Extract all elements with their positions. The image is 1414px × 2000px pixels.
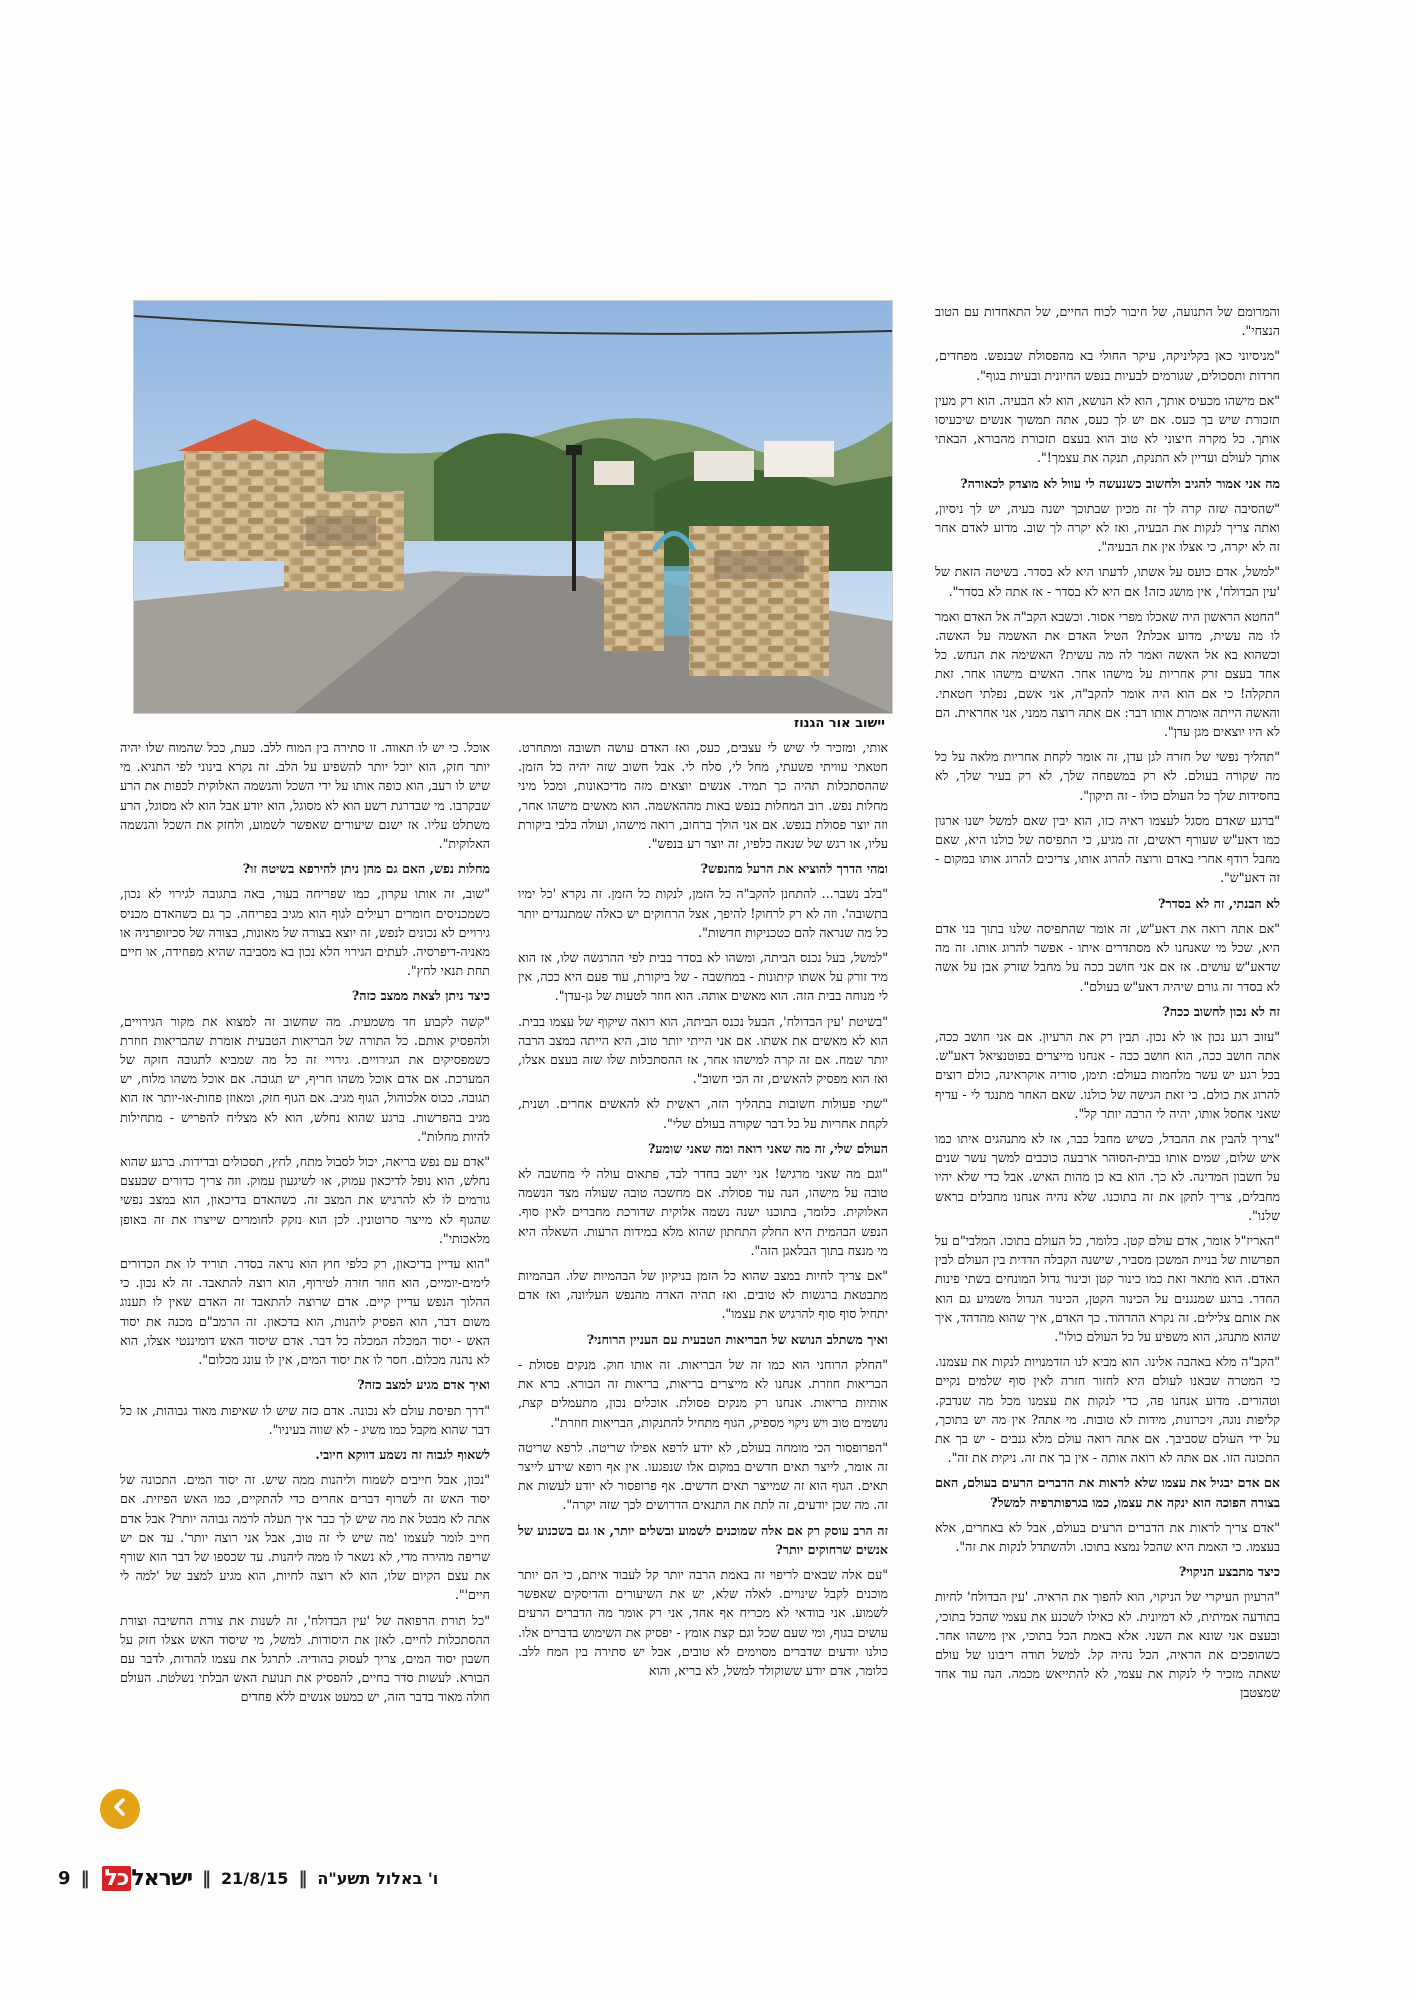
question: זה לא נכון לחשוב ככה?	[1162, 1003, 1280, 1019]
page-footer	[58, 1862, 438, 1894]
article-column-right	[935, 302, 1280, 1701]
question: זה הרב עוסק רק אם אלה שמוכנים לשמוע ובשלים יותר, או גם בשכנוע של אנשים שרחוקים יותר?	[518, 1522, 888, 1557]
question: ומהי הדרך להוציא את הרעל מהנפש?	[700, 861, 888, 877]
continue-arrow-button[interactable]	[100, 1789, 140, 1829]
separator: ‖	[80, 1867, 90, 1889]
arrow-left-icon	[108, 1795, 132, 1823]
logo-prefix: כל	[102, 1866, 132, 1891]
paragraph: "עם אלה שבאים לריפוי זה באמת הרבה יותר קל לעבוד איתם, כי הם יותר מוכנים לקבל שינויים. לאלה שלא, יש את השיעורים והדיסקים שאפשר לשמוע. אני בוודאי לא מכריח אף אחד, אני רק אומר מה הדברים הרעים עושים בגוף, ומי שעם שכל וגם קצת אומץ - יפסיק את השימוש בדברים אלו. כולנו יודעים שדברים מסוימים לא טובים, אבל יש סתירה בין המח ללב. כלומר, אדם יודע ששוקולד למשל, לא בריא, והוא	[518, 1566, 888, 1678]
paragraph: והמרומם של התנועה, של חיבור לכוח החיים, של התאחדות עם הטוב הנצחי".	[935, 304, 1280, 339]
paragraph: "שהסיבה שזה קרה לך זה מכיון שבתוכך ישנה בעיה, יש לך ניסיון, ואתה צריך לנקות את הבעיה, ואז לא יקרה לך שוב. מדוע לאדם אחר זה לא יקרה, כי אצלו אין את הבעיה".	[935, 500, 1280, 555]
question: מה אני אמור להגיב ולחשוב כשנעשה לי עוול לא מוצדק לכאורה?	[960, 475, 1280, 491]
paragraph: "החטא הראשון היה שאכלו מפרי אסור. וכשבא הקב"ה אל האדם ואמר לו מה עשית, מדוע אכלת? הטיל האדם את האשמה על האשה. וכשהוא בא אל האשה ואמר לה מה עשית? האשימה את הנחש. כל אחד בעצם זרק אחריות על מישהו אחר. האשים מישהו אחר. זאת התקלה! כי אם הוא היה אומר להקב"ה, אני אשם, נפלתי חטאתי. והאשה הייתה אומרת אותו דבר: אם אתה רוצה ממני, אני אחראית. הם לא היו יוצאים מגן עדן".	[935, 608, 1280, 740]
article-column-middle	[518, 738, 888, 1768]
page-number: 9	[58, 1867, 71, 1889]
paragraph: "ברגע שאדם מסגל לעצמו ראיה כזו, הוא יבין שאם למשל ישנו ארגון כמו דאע"ש שעורף ראשים, זה מגיע, כי התפיסה של כולנו היא, שאם מחבל רודף אחרי באדם ורוצה להרוג אותו, צריכים להרוג אותו במקום - זה דאע"ש".	[935, 812, 1280, 886]
question: ואיך משתלב הנושא של הבריאות הטבעית עם העניין הרוחני?	[586, 1331, 888, 1347]
paragraph: "אם צריך לחיות במצב שהוא כל הזמן בניקיון של הבהמיות שלו. הבהמיות מתבטאת ברגשות לא טובים. ואז תהיה הארה מהנפש העליונה, ואז אדם יתחיל סוף סוף להרגיש את עצמו".	[518, 1268, 888, 1322]
paragraph: "בשיטת 'עין הבדולח', הבעל נכנס הביתה, הוא רואה שיקוף של עצמו בבית. הוא לא מאשים את אשתו. אם אני הייתי יותר טוב, היא הייתה במצב הרבה יותר שמח. אם זה קרה למישהו אחר, אז ההסתכלות שלו שזה בעצם אצלו, ואז הוא מפסיק להאשים, זה הכי חשוב".	[518, 1013, 888, 1087]
question: מחלות נפש, האם גם מהן ניתן להירפא בשיטה זו?	[242, 861, 490, 877]
paragraph: "בלב נשבר... להתחנן להקב"ה כל הזמן, לנקות כל הזמן. זה נקרא 'כל ימיו בתשובה'. וזה לא רק לרחוק! להיפך, אצל הרחוקים יש כאלה שמתנגדים יותר כל מה שנראה להם כטכניקות חדשות".	[518, 886, 888, 940]
settlement-photo	[133, 300, 893, 714]
paragraph: "קשה לקבוע חד משמעית. מה שחשוב זה למצוא את מקור הגירויים, ולהפסיק אותם. כל התורה של הבריאות הטבעית אומרת שהבריאות חוזרת כשמפסיקים את הגירויים. גירויי זה כל מה שמביא לתגובה חזקה של המערכת. אם אדם אוכל משהו חריף, יש תגובה. אם אוכל משהו מלוח, יש תגובה. ככוס אלכוהול, הגוף מגיב. אם הגוף חזק, ומאוזן פחות-או-יותר אז הוא מגיב בהפרשות. ברגע שהוא נחלש, הוא לא מצליח להפריש - מתחילות להיות מחלות".	[120, 1013, 490, 1144]
paragraph: "אדם עם נפש בריאה, יכול לסבול מתח, לחץ, תסכולים ובדידות. ברגע שהוא נחלש, הוא נופל לדיכאון עמוק, או לשיגעון עמוק. וזה צריך כדורים שבעצם גורמים לו לא להרגיש את המצב זה. כשהאדם בדיכאון, הוא במצב נפשי שהגוף לא מייצר סרוטונין. לכן הוא נזקק לחומרים שייצרו את זה באופן מלאכותי".	[120, 1154, 490, 1246]
paragraph: "הקב"ה מלא באהבה אלינו. הוא מביא לנו הזדמנויות לנקות את עצמנו. כי המטרה שבאנו לעולם היא לחזור חזרה לאין סוף שלמים נקיים וטהורים. מדוע אנחנו פה, כדי לנקות את עצמנו מכל מה שנדבק. קליפות נוגה, זיכרונות, מידות לא טובות. מי אתה? אין מה יש בתוכך, על ידי העולם שסביבך. אם אתה רואה עולם מלא גנבים - יש בך את התכונה הזו. אם אתה לא רואה אותה - אין בך את זה. ניקית את זה".	[935, 1354, 1280, 1466]
logo-main: ישראל	[131, 1865, 193, 1891]
paragraph: "אדם צריך לראות את הדברים הרעים בעולם, אבל לא באחרים, אלא בעצמו. כי האמת היא שהכל נמצא בתוכו. ולהשתדל לנקות את זה".	[935, 1519, 1280, 1554]
paragraph: "החלק הרוחני הוא כמו זה של הבריאות. זה אותו חוק. מנקים פסולת - הבריאות חוזרת. אנחנו לא מייצרים בריאות, בריאות זה הבורא. ברא את אותיות בריאות. אנחנו רק מנקים פסולת. אוכלים נכון, מתעמלים קצת, נושמים טוב ויש ניקוי מספיק, הגוף מתחיל להתנקות, הבריאות חוזרת".	[518, 1356, 888, 1430]
paragraph: "עזוב רגע נכון או לא נכון. תבין רק את הרעיון. אם אני חושב ככה, אתה חושב ככה, הוא חושב ככה - אנחנו מייצרים בפוטנציאל דאע"ש. בכל רגע יש עשר מלחמות בעולם: תימן, סוריה אוקראינה, כולם רוצים להרוג את כולם. כי זאת הגישה של כולנו. שאם האחר מתנגד לי - עדיף שאני אחסל אותו, יהיה לי הרבה יותר קל".	[935, 1028, 1280, 1121]
paragraph: "כל תורת הרפואה של 'עין הבדולח', זה לשנות את צורת החשיבה וצורת ההסתכלות לחיים. לאזן את היסודות. למשל, מי שיסוד האש אצלו חזק על חשבון יסוד המים, צריך לעסוק בהודיה. לתרגל את עצמו להודות, לדבר עם הבורא. לעשות סדר בחיים, להפסיק את תנועת האש הבלתי נשלטת. העולם חולה מאוד בדבר הזה, יש כמעט אנשים ללא פחדים	[120, 1612, 490, 1705]
magazine-logo	[100, 1866, 193, 1891]
paragraph: "תהליך נפשי של חזרה לגן עדן, זה אומר לקחת אחריות מלאה על כל מה שקורה בעולם. לא רק במשפחה שלך, לא רק בעיר שלך, לא בחסידות שלך כל העולם כולו - זה תיקון".	[935, 749, 1280, 803]
paragraph: "נכון, אבל חייבים לשמוח וליהנות ממה שיש. זה יסוד המים. התכונה של יסוד האש זה לשרוף דברים אחרים כדי להתקיים, כמו האש הפיזית. אם אתה לא מבטל את מה שיש לך כבר איך תעלה לרמה גבוהה יותר? אבל אדם חייב לומר לעצמו 'מה שיש לי זה טוב, אבל אני רוצה יותר'. עד אם יש שריפה מהירה מדי, לא נשאר לו ממה ליהנות. עד שכספו של דבר הוא שורף את עצם הקיום שלו, הוא לא רוצה לחיות, הוא מגיע למצב של 'למה לי חיים'".	[120, 1472, 490, 1603]
question: ואיך אדם מגיע למצב כזה?	[357, 1377, 490, 1393]
paragraph: "שוב, זה אותו עקרון, כמו שפריחה בעור, באה בתגובה לגירוי לא נכון, כשמכניסים חומרים רעילים לגוף הוא מגיב בפריחה. כך גם כשהאדם מכניס גירויים לא נכונים לנפש, זה יוצא בצורה של מאונות, בצורה של סכיזופרניה או מאניה-דיפרסיה. לעתים הגירוי הלא נכון בא מסביבה שהיא מפחידה, או חיים תחת תנאי לחץ".	[120, 886, 490, 979]
paragraph: "אם מישהו מכעיס אותך, הוא לא הנושא, הוא לא הבעיה. הוא רק מעין תזכורת שיש בך כעס. אם יש לך כעס, אתה תמשוך אנשים שיכעיסו אותך. כל מקרה חיצוני לא טוב הוא בעצם תזכורת מהבורא, הבאתי אותך לעולם ועדיין לא התנקת, תנקה את עצמך!".	[935, 392, 1280, 466]
paragraph: "האריז"ל אומר, אדם עולם קטן. כלומר, כל העולם בתוכו. המלבי"ם על הפרשות של בניית המשכן מסביר, שישנה הקבלה הדדית בין העולם לבין האדם. הוא מתאר זאת כמו כינור קטן וכינור גדול המונחים בשתי פינות החדר. ברגע שמנגנים על הכינור הקטן, הכינור הגדול משמיע גם הוא את אותם צלילים. זה נקרא ההדהוד. כך האדם, איך שהוא מהדהד, איך שהוא מתנהג, הוא משפיע על כל העולם כולו".	[935, 1232, 1280, 1344]
separator: ‖	[202, 1867, 212, 1889]
paragraph: "אם אתה רואה את דאע"ש, זה אומר שהתפיסה שלנו בתוך בני אדם היא, שכל מי שאנחנו לא מסתדרים איתו - אפשר להרוג אותו. זה מה שדאע"ש עושים. אז אם אני חושב ככה על מחבל שזרק אבן על אשה לא בסדר זה גורם שיהיה דאע"ש בעולם".	[935, 920, 1280, 994]
paragraph: אוכל. כי יש לו תאווה. זו סתירה בין המוח ללב. כעת, ככל שהמוח שלו יהיה יותר חזק, הוא יוכל יותר להשפיע על הלב. זה נקרא בינוני לפי התניא. מי שיש לו רעב, הוא כופה אותו על ידי השכל והנשמה האלוקית לכפות את הרע שבקרבו. מי שבדרגת רשע הוא לא מסוגל, הוא יודע אבל הוא לא מסוגל, הרע משתלט עליו. אז ישנם שיעורים שאפשר לשמוע, ולחזק את השכל והנשמה האלוקית".	[120, 740, 490, 852]
paragraph: אותי, ומזכיר לי שיש לי עצבים, כעס, ואז האדם עושה תשובה ומתחרט. חטאתי עוויתי פשעתי, מחל לי, סלח לי. אבל חשוב שזה יהיה כל הזמן. שההסתכלות תהיה כך תמיד. אנשים יוצאים מזה מדיכאונות, ומכל מיני מחלות נפש. רוב המחלות בנפש באות מההאשמה. הוא מאשים מישהו אחר, וזה יוצר פסולת בנפש. אם אני הולך ברחוב, רואה מישהו, ועולה בלבי ביקורת עליו, או רגש של שנאה כלפיו, זה יוצר רע בנפש".	[518, 740, 888, 852]
question: אם אדם יבגיל את עצמו שלא לראות את הדברים הרעים בעולם, האם בצורה הפוכה הוא ינקה את עצמו, כמו בגרפותרפיה למשל?	[935, 1475, 1280, 1510]
question: לשאוף לגבוה זה נשמע דווקא חיובי.	[315, 1446, 490, 1462]
question: לא הבנתי, זה לא בסדר?	[1158, 895, 1280, 911]
paragraph: "למשל, אדם כועס על אשתו, לדעתו היא לא בסדר. בשיטה הזאת של 'עין הבדולח', אין מושג כזה! אם היא לא בסדר - אז אתה לא בסדר".	[935, 564, 1280, 599]
question: העולם שלי, זה מה שאני רואה ומה שאני שומע?	[648, 1140, 888, 1156]
question: כיצד ניתן לצאת ממצב כזה?	[351, 988, 490, 1004]
separator: ‖	[298, 1867, 308, 1889]
paragraph: "וגם מה שאני מרגיש! אני יושב בחדר לבד, פתאום עולה לי מחשבה לא טובה על מישהו, הנה עוד פסולת. אם מחשבה טובה שעולה מצד הנשמה האלוקית. כלומר, בתוכנו ישנה נשמה אלוקית שדורכת מחברים לאין סוף. הנפש הבהמית היא החלק התחתון שהוא מלא במידות הרעות. השאלה היא מי מנצח בתוך הבלאגן הזה".	[518, 1166, 888, 1258]
paragraph: "שתי פעולות חשובות בתהליך הזה, ראשית לא להאשים אחרים. ושנית, לקחת אחריות על כל דבר שקורה בעולם שלי".	[518, 1096, 888, 1131]
paragraph: "דרך תפיסת עולם לא נכונה. אדם כזה שיש לו שאיפות מאוד גבוהות, אז כל דבר שהוא מקבל כמו משיג - לא שווה בעיניו".	[120, 1402, 490, 1437]
paragraph: "למשל, בעל נכנס הביתה, ומשהו לא בסדר בבית לפי ההרגשה שלו, אז הוא מיד זורק על אשתו קיתונות - במחשבה - של ביקורת, עוד פעם היא ככה, אין לי מנוחה בבית הזה. הוא מאשים אותה. הוא חוזר לטעות של גן-עדן".	[518, 950, 888, 1004]
paragraph: "מניסיוני כאן בקליניקה, עיקר החולי בא מהפסולת שבנפש. מפחדים, חרדות ותסכולים, שגורמים לבעיות בנפש החיונית ובעיות בגוף".	[935, 348, 1280, 383]
hebrew-date: ו' באלול תשע"ה	[317, 1868, 439, 1888]
gregorian-date: 21/8/15	[221, 1868, 289, 1888]
paragraph: "הרעיון העיקרי של הניקוי, הוא להפוך את הראיה. 'עין הבדולח' לחיות בתודעה אמיתית, לא דמיונית. לא כאילו לשכנע את עצמי שהכל בתוכי, ובעצם אני שונא את השני. אלא באמת הכל בתוכי, אין מישהו אחר. כשהופכים את הראיה, הכל נהיה קל. למשל תודה ריבונו של עולם שאתה מזכיר לי לנקות את עצמי, לא להתייאש מכמה. הנה עוד אחד שמצטבן	[935, 1589, 1280, 1701]
paragraph: "הפרופסור הכי מומחה בעולם, לא יודע לרפא אפילו שריטה. לרפא שריטה זה אומר, לייצר תאים חדשים במקום אלו שנפגעו. אין אף רופא שידע לייצר תאים. הגוף הוא זה שמייצר תאים חדשים. אף פרופסור לא יודע לעשות את זה. מה שכן יודעים, זה לתת את התנאים הדרושים לכך שזה יקרה".	[518, 1439, 888, 1513]
paragraph: "הוא עדיין בדיכאון, רק כלפי חוץ הוא נראה בסדר. תוריד לו את הכדורים לימים-יומיים, הוא חוזר חזרה לטירוף, הוא רוצה להתאבד. זה לא נכון. כי ההלוך הנפש עדיין קיים. אדם שרוצה להתאבד זה האדם שאין לו תענוג משום דבר, הוא הפסיק ליהנות, הוא בדכאון. זה הרמב"ם מכנה את יסוד האש - יסוד המכלה המכלה כל דבר. אדם שיסוד האש דומיננטי אצלו, הוא לא נהנה מכלום. חסר לו את יסוד המים, אין לו עונג מכלום".	[120, 1256, 490, 1368]
article-column-left	[120, 738, 490, 1768]
photo-caption: יישוב אור הגנוז	[793, 716, 885, 731]
question: כיצד מתבצע הניקוי?	[1178, 1564, 1280, 1580]
paragraph: "צריך להבין את ההבדל, כשיש מחבל כבר, אז לא מתנהגים איתו כמו איש שלום, שמים אותו בבית-הסוהר ארבעה כוכבים למשך עשר שנים על חשבון המדינה. לא כך. הוא בא כן מהות האיש. אבל כדי שלא יהיו מחבלים, צריך לתקן את זה בתוכנו. שלא נהיה אנחנו מחבלים בראש שלנו".	[935, 1130, 1280, 1223]
